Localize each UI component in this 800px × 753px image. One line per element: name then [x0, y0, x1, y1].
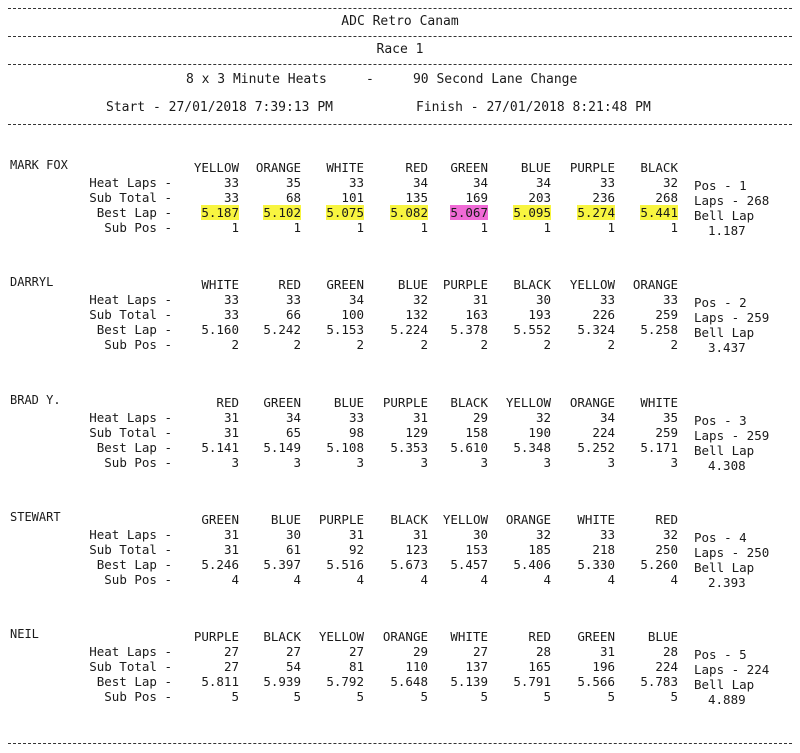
table-cell: 250 [655, 542, 678, 557]
table-cell: 1 [293, 220, 301, 235]
table-cell: 4 [480, 572, 488, 587]
bell-lap-value: 2.393 [708, 575, 746, 590]
lane-header: BLUE [520, 160, 551, 175]
table-cell: 5.330 [577, 557, 615, 572]
bell-lap-value: 4.889 [708, 692, 746, 707]
table-cell: 31 [472, 292, 488, 307]
lane-header: PURPLE [318, 512, 364, 527]
start-time: Start - 27/01/2018 7:39:13 PM [106, 100, 333, 115]
lane-header: RED [278, 277, 301, 292]
table-cell: 203 [528, 190, 551, 205]
table-cell: 153 [465, 542, 488, 557]
bell-lap-value: 4.308 [708, 458, 746, 473]
table-cell: 3 [480, 455, 488, 470]
table-cell: 61 [285, 542, 301, 557]
lane-header: BLUE [333, 395, 364, 410]
table-cell: 5.441 [640, 205, 678, 220]
table-cell: 5.160 [201, 322, 239, 337]
table-cell: 2 [480, 337, 488, 352]
table-cell: 98 [348, 425, 364, 440]
table-cell: 33 [348, 410, 364, 425]
table-cell: 27 [223, 644, 239, 659]
total-laps: Laps - 268 [694, 193, 770, 208]
position-result: Pos - 2 [694, 295, 747, 310]
table-cell: 5 [480, 689, 488, 704]
table-cell: 5.171 [640, 440, 678, 455]
table-cell: 33 [223, 292, 239, 307]
table-cell: 5.811 [201, 674, 239, 689]
lane-header: RED [405, 160, 428, 175]
table-cell: 32 [412, 292, 428, 307]
lane-header: WHITE [640, 395, 678, 410]
table-cell: 5.648 [390, 674, 428, 689]
table-cell: 32 [662, 175, 678, 190]
table-cell: 169 [465, 190, 488, 205]
lane-header: RED [216, 395, 239, 410]
table-cell: 137 [465, 659, 488, 674]
table-cell: 2 [543, 337, 551, 352]
table-cell: 163 [465, 307, 488, 322]
table-cell: 5 [670, 689, 678, 704]
row-label: Heat Laps - [89, 292, 172, 307]
total-laps: Laps - 224 [694, 662, 770, 677]
position-result: Pos - 4 [694, 530, 747, 545]
row-label: Sub Total - [89, 190, 172, 205]
table-cell: 5.274 [577, 205, 615, 220]
table-cell: 2 [420, 337, 428, 352]
table-cell: 33 [599, 292, 615, 307]
table-cell: 5.153 [326, 322, 364, 337]
table-cell: 1 [670, 220, 678, 235]
table-cell: 135 [405, 190, 428, 205]
lane-header: BLUE [270, 512, 301, 527]
table-cell: 5.082 [390, 205, 428, 220]
table-cell: 5.108 [326, 440, 364, 455]
table-cell: 27 [223, 659, 239, 674]
driver-name: BRAD Y. [10, 393, 61, 407]
table-cell: 34 [535, 175, 551, 190]
position-result: Pos - 3 [694, 413, 747, 428]
lane-header: ORANGE [505, 512, 551, 527]
row-label: Sub Pos - [104, 337, 172, 352]
row-label: Sub Pos - [104, 455, 172, 470]
row-label: Sub Pos - [104, 689, 172, 704]
row-label: Best Lap - [96, 205, 172, 220]
lane-header: YELLOW [569, 277, 615, 292]
table-cell: 35 [662, 410, 678, 425]
driver-block [0, 275, 800, 390]
table-cell: 129 [405, 425, 428, 440]
table-cell: 31 [412, 527, 428, 542]
bell-lap-value: 3.437 [708, 340, 746, 355]
table-cell: 2 [356, 337, 364, 352]
row-label: Sub Pos - [104, 572, 172, 587]
table-cell: 31 [412, 410, 428, 425]
table-cell: 5.149 [263, 440, 301, 455]
table-cell: 5.792 [326, 674, 364, 689]
table-cell: 81 [348, 659, 364, 674]
table-cell: 224 [655, 659, 678, 674]
table-cell: 5.516 [326, 557, 364, 572]
table-cell: 218 [592, 542, 615, 557]
table-cell: 92 [348, 542, 364, 557]
table-cell: 1 [480, 220, 488, 235]
table-cell: 3 [293, 455, 301, 470]
row-label: Best Lap - [96, 674, 172, 689]
table-cell: 2 [670, 337, 678, 352]
lane-header: RED [655, 512, 678, 527]
table-cell: 68 [285, 190, 301, 205]
table-cell: 3 [420, 455, 428, 470]
lane-header: ORANGE [382, 629, 428, 644]
race-format: 8 x 3 Minute Heats - 90 Second Lane Change [186, 72, 578, 87]
table-cell: 5.224 [390, 322, 428, 337]
table-cell: 4 [356, 572, 364, 587]
table-cell: 65 [285, 425, 301, 440]
table-cell: 31 [223, 542, 239, 557]
lane-header: PURPLE [569, 160, 615, 175]
table-cell: 28 [662, 644, 678, 659]
finish-time: Finish - 27/01/2018 8:21:48 PM [416, 100, 651, 115]
table-cell: 30 [285, 527, 301, 542]
table-cell: 236 [592, 190, 615, 205]
table-cell: 4 [420, 572, 428, 587]
event-title: ADC Retro Canam [341, 14, 459, 29]
divider [8, 64, 792, 65]
lane-header: BLUE [647, 629, 678, 644]
total-laps: Laps - 259 [694, 428, 770, 443]
lane-header: GREEN [201, 512, 239, 527]
table-cell: 5.246 [201, 557, 239, 572]
table-cell: 34 [599, 410, 615, 425]
table-cell: 1 [420, 220, 428, 235]
table-cell: 31 [223, 410, 239, 425]
driver-block [0, 158, 800, 273]
lane-header: PURPLE [193, 629, 239, 644]
row-label: Best Lap - [96, 557, 172, 572]
table-cell: 165 [528, 659, 551, 674]
position-result: Pos - 1 [694, 178, 747, 193]
lane-header: BLUE [397, 277, 428, 292]
table-cell: 31 [599, 644, 615, 659]
table-cell: 33 [223, 175, 239, 190]
table-cell: 5.783 [640, 674, 678, 689]
table-cell: 34 [412, 175, 428, 190]
table-cell: 32 [535, 527, 551, 542]
table-cell: 101 [341, 190, 364, 205]
divider [8, 8, 792, 9]
position-result: Pos - 5 [694, 647, 747, 662]
driver-name: NEIL [10, 627, 39, 641]
table-cell: 2 [231, 337, 239, 352]
bell-lap-label: Bell Lap [694, 443, 755, 458]
table-cell: 27 [348, 644, 364, 659]
lane-header: GREEN [263, 395, 301, 410]
lane-header: BLACK [263, 629, 301, 644]
table-cell: 5.075 [326, 205, 364, 220]
table-cell: 123 [405, 542, 428, 557]
lane-header: WHITE [201, 277, 239, 292]
lane-header: BLACK [450, 395, 488, 410]
driver-name: MARK FOX [10, 158, 68, 172]
table-cell: 196 [592, 659, 615, 674]
table-cell: 33 [223, 190, 239, 205]
table-cell: 34 [285, 410, 301, 425]
table-cell: 54 [285, 659, 301, 674]
row-label: Sub Total - [89, 659, 172, 674]
lane-header: BLACK [640, 160, 678, 175]
lane-header: YELLOW [442, 512, 488, 527]
lane-header: PURPLE [382, 395, 428, 410]
lane-header: GREEN [450, 160, 488, 175]
bell-lap-label: Bell Lap [694, 325, 755, 340]
table-cell: 1 [543, 220, 551, 235]
table-cell: 5.258 [640, 322, 678, 337]
table-cell: 185 [528, 542, 551, 557]
row-label: Best Lap - [96, 322, 172, 337]
table-cell: 5 [607, 689, 615, 704]
bell-lap-label: Bell Lap [694, 208, 755, 223]
table-cell: 5.673 [390, 557, 428, 572]
table-cell: 28 [535, 644, 551, 659]
table-cell: 34 [348, 292, 364, 307]
table-cell: 5.260 [640, 557, 678, 572]
table-cell: 1 [607, 220, 615, 235]
bell-lap-label: Bell Lap [694, 560, 755, 575]
table-cell: 5 [356, 689, 364, 704]
divider [8, 743, 792, 744]
lane-header: BLACK [390, 512, 428, 527]
lane-header: YELLOW [193, 160, 239, 175]
lane-header: RED [528, 629, 551, 644]
table-cell: 4 [293, 572, 301, 587]
row-label: Heat Laps - [89, 644, 172, 659]
bell-lap-value: 1.187 [708, 223, 746, 238]
lane-header: YELLOW [318, 629, 364, 644]
driver-name: STEWART [10, 510, 61, 524]
table-cell: 2 [293, 337, 301, 352]
table-cell: 5.095 [513, 205, 551, 220]
table-cell: 5.139 [450, 674, 488, 689]
lane-header: WHITE [450, 629, 488, 644]
table-cell: 31 [348, 527, 364, 542]
row-label: Best Lap - [96, 440, 172, 455]
table-cell: 5.378 [450, 322, 488, 337]
table-cell: 33 [223, 307, 239, 322]
lane-header: GREEN [577, 629, 615, 644]
table-cell: 226 [592, 307, 615, 322]
table-cell: 5.353 [390, 440, 428, 455]
table-cell: 29 [472, 410, 488, 425]
table-cell: 32 [662, 527, 678, 542]
table-cell: 5 [293, 689, 301, 704]
lane-header: WHITE [577, 512, 615, 527]
table-cell: 5.566 [577, 674, 615, 689]
table-cell: 31 [223, 425, 239, 440]
table-cell: 5.252 [577, 440, 615, 455]
driver-block [0, 393, 800, 508]
table-cell: 3 [670, 455, 678, 470]
table-cell: 268 [655, 190, 678, 205]
table-cell: 4 [231, 572, 239, 587]
table-cell: 4 [670, 572, 678, 587]
table-cell: 27 [472, 644, 488, 659]
table-cell: 190 [528, 425, 551, 440]
table-cell: 3 [607, 455, 615, 470]
table-cell: 5.610 [450, 440, 488, 455]
row-label: Heat Laps - [89, 410, 172, 425]
total-laps: Laps - 259 [694, 310, 770, 325]
table-cell: 5.067 [450, 205, 488, 220]
lane-header: ORANGE [255, 160, 301, 175]
table-cell: 33 [662, 292, 678, 307]
lane-header: GREEN [326, 277, 364, 292]
table-cell: 5.457 [450, 557, 488, 572]
table-cell: 5.102 [263, 205, 301, 220]
table-cell: 33 [599, 175, 615, 190]
row-label: Heat Laps - [89, 527, 172, 542]
table-cell: 1 [231, 220, 239, 235]
table-cell: 1 [356, 220, 364, 235]
table-cell: 3 [543, 455, 551, 470]
table-cell: 5.397 [263, 557, 301, 572]
table-cell: 5.324 [577, 322, 615, 337]
row-label: Sub Total - [89, 307, 172, 322]
row-label: Sub Total - [89, 542, 172, 557]
row-label: Sub Pos - [104, 220, 172, 235]
table-cell: 33 [599, 527, 615, 542]
table-cell: 3 [356, 455, 364, 470]
table-cell: 32 [535, 410, 551, 425]
race-title: Race 1 [376, 42, 424, 57]
table-cell: 33 [348, 175, 364, 190]
table-cell: 35 [285, 175, 301, 190]
lane-header: ORANGE [569, 395, 615, 410]
table-cell: 5.242 [263, 322, 301, 337]
table-cell: 5 [543, 689, 551, 704]
lane-header: YELLOW [505, 395, 551, 410]
table-cell: 27 [285, 644, 301, 659]
lane-header: PURPLE [442, 277, 488, 292]
table-cell: 5.552 [513, 322, 551, 337]
table-cell: 4 [607, 572, 615, 587]
table-cell: 5.791 [513, 674, 551, 689]
table-cell: 158 [465, 425, 488, 440]
lane-header: WHITE [326, 160, 364, 175]
table-cell: 110 [405, 659, 428, 674]
table-cell: 5.187 [201, 205, 239, 220]
total-laps: Laps - 250 [694, 545, 770, 560]
table-cell: 5.406 [513, 557, 551, 572]
table-cell: 100 [341, 307, 364, 322]
table-cell: 5.348 [513, 440, 551, 455]
table-cell: 30 [472, 527, 488, 542]
row-label: Sub Total - [89, 425, 172, 440]
row-label: Heat Laps - [89, 175, 172, 190]
table-cell: 30 [535, 292, 551, 307]
table-cell: 29 [412, 644, 428, 659]
table-cell: 224 [592, 425, 615, 440]
bell-lap-label: Bell Lap [694, 677, 755, 692]
table-cell: 66 [285, 307, 301, 322]
table-cell: 259 [655, 307, 678, 322]
table-cell: 33 [285, 292, 301, 307]
driver-block [0, 510, 800, 625]
table-cell: 4 [543, 572, 551, 587]
table-cell: 31 [223, 527, 239, 542]
table-cell: 5 [420, 689, 428, 704]
lane-header: ORANGE [632, 277, 678, 292]
table-cell: 3 [231, 455, 239, 470]
table-cell: 5 [231, 689, 239, 704]
driver-name: DARRYL [10, 275, 54, 289]
driver-block [0, 627, 800, 742]
lane-header: BLACK [513, 277, 551, 292]
table-cell: 5.939 [263, 674, 301, 689]
table-cell: 34 [472, 175, 488, 190]
table-cell: 5.141 [201, 440, 239, 455]
table-cell: 132 [405, 307, 428, 322]
table-cell: 193 [528, 307, 551, 322]
divider [8, 36, 792, 37]
divider [8, 124, 792, 125]
table-cell: 259 [655, 425, 678, 440]
table-cell: 2 [607, 337, 615, 352]
